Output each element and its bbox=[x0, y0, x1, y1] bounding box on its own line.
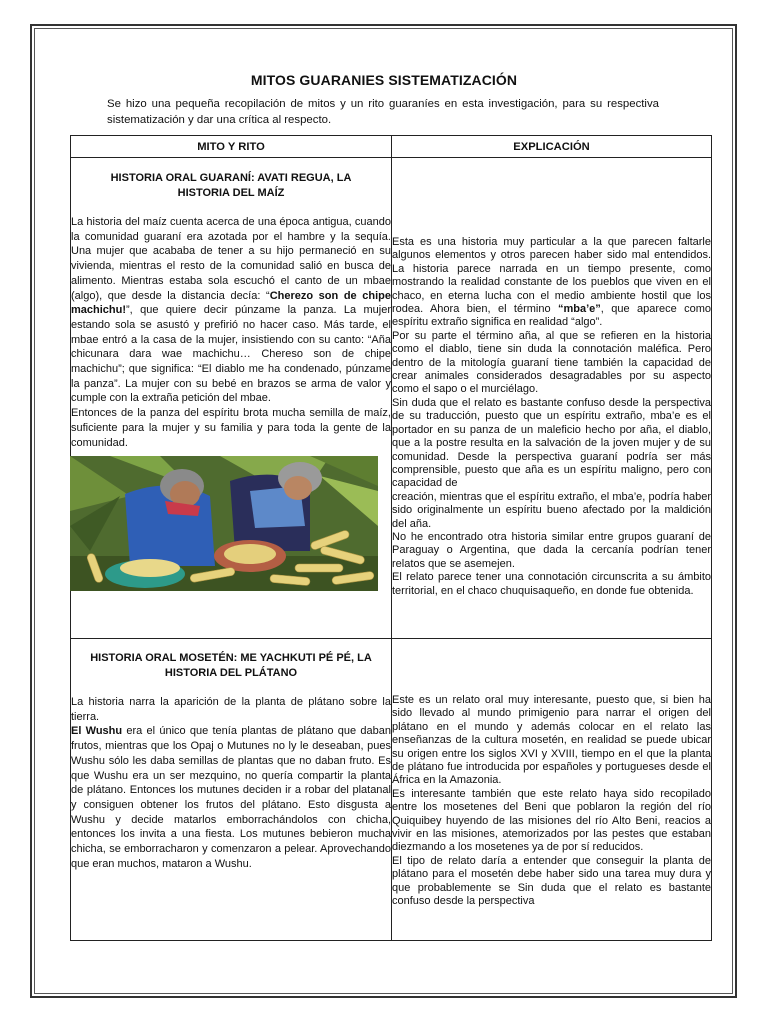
story-paragraph: El Wushu era el único que tenía plantas de plátano que daban frutos, mientras que los Opaj o Mutunes no ly le deseaban, pues Wushu sólo les daba semillas de plantas que no daban fruto. Es que Wushu era un ser mezquino, no quería compartir la planta de plátano. Entonces los mutunes deciden ir a robar del platanal y consiguen obtener los frutos del plátano. Esto disgusta a Wushu y decide matarlos emborrachándolos con chicha, entonces los invita a una fiesta. Los mutunes bebieron mucha chicha, se emborracharon y comenzaron a pelear. Aprovechando que eran muchos, mataron a Wushu. bbox=[71, 725, 391, 870]
story-paragraph: La historia del maíz cuenta acerca de una época antigua, cuando la comunidad guaraní era azotada por el hambre y la sequía. Una mujer que acababa de tener a su hijo permaneció en su vivienda, mientras el resto de la comunidad salió en busca de alimento. Mientras estaba sola escuchó el canto de un mbae (algo), que desde la distancia decía: “Cherezo son de chipe machichu!”, que quiere decir púnzame la panza. La mujer estando sola se asustó y prefirió no hacer caso. Más tarde, el mbae entró a la casa de la mujer, insistiendo con su canto: “Aña chicunara dara wae machichu… Chereso son de chipe machichu”; que significa: “El diablo me ha condenado, púnzame la panza”. La mujer con su bebé en brazos se arma de valor y cumple con la extraña petición del mbae. bbox=[71, 216, 391, 405]
story-quote: Cherezo son de chipe machichu! bbox=[71, 289, 391, 317]
table-row bbox=[71, 158, 712, 639]
explanation-paragraph: El relato parece tener una connotación circunscrita a su ámbito territorial, en el chaco chuquisaqueño, en donde fue obtenida. bbox=[392, 571, 711, 597]
story-cell bbox=[71, 639, 392, 941]
document-title: MITOS GUARANIES SISTEMATIZACIÓN bbox=[250, 72, 518, 88]
explanation-paragraph: El tipo de relato daría a entender que conseguir la planta de plátano para el mosetén debe haber sido una tarea muy dura y que probablemente se Sin duda que el relato es bastante confuso desde la perspectiva bbox=[392, 854, 711, 908]
table-row bbox=[71, 639, 712, 941]
explanation-cell bbox=[392, 639, 712, 941]
explanation-text bbox=[392, 236, 711, 598]
explanation-paragraph: Este es un relato oral muy interesante, puesto que, si bien ha sido llevado al mundo primigenio para narrar el origen del plátano en el mundo y además colocar en el relato las enseñanzas de la cultura mosetén, en realidad se puede ubicar su origen entre los siglos XVI y XVIII, tiempo en el que la planta de plátano fue introducida por españoles y portugueses desde el África en la Amazonia. bbox=[392, 694, 711, 787]
term-mbae: “mba’e” bbox=[557, 303, 601, 316]
header-mito-y-rito: MITO Y RITO bbox=[71, 136, 392, 158]
explanation-paragraph: Esta es una historia muy particular a la que parecen faltarle algunos elementos y otros parecen haber sido mal entendidos. La historia parece narrada en un tiempo presente, como mostrando la realidad constante de los pueblos que viven en el chaco, en eterna lucha con el medio ambiente hostil que los rodea. Ahora bien, el término “mba’e”, que aparece como espíritu extraño significa en realidad “algo”. bbox=[392, 236, 712, 329]
story-paragraph: La historia narra la aparición de la planta de plátano sobre la tierra. bbox=[71, 696, 391, 723]
explanation-paragraph: Por su parte el término aña, al que se refieren en la historia como el diablo, tiene sin duda la connotación maléfica. Pero dentro de la mitología guaraní tiene también la capacidad de crear animales considerados desagradables por su aspecto como el sapo o el murciélago. bbox=[392, 329, 711, 396]
story-title: HISTORIA ORAL MOSETÉN: ME YACHKUTI PÉ PÉ, LA HISTORIA DEL PLÁTANO bbox=[90, 652, 372, 679]
explanation-cell bbox=[392, 158, 712, 639]
intro-paragraph: Se hizo una pequeña recopilación de mitos y un rito guaraníes en esta investigación, para su respectiva sistematización y dar una crítica al respecto. bbox=[107, 98, 659, 126]
term-wushu: El Wushu bbox=[71, 725, 123, 738]
story-title: HISTORIA ORAL GUARANÍ: AVATI REGUA, LA HISTORIA DEL MAÍZ bbox=[110, 172, 352, 199]
story-paragraph: Entonces de la panza del espíritu brota mucha semilla de maíz, suficiente para la mujer y su familia y para toda la gente de la comunidad. bbox=[71, 407, 391, 449]
explanation-text bbox=[392, 694, 711, 909]
header-explicacion: EXPLICACIÓN bbox=[392, 136, 712, 158]
corn-photo bbox=[70, 456, 378, 591]
table-header-row bbox=[71, 136, 712, 158]
story-text bbox=[71, 215, 391, 450]
story-text bbox=[71, 695, 391, 871]
explanation-paragraph: Es interesante también que este relato haya sido recopilado entre los mosetenes del Beni que poblaron la región del río Quiquibey huyendo de las misiones del río Alto Beni, reacios a vivir en las misiones, atemorizados por las pestes que estaban diezmando a los mosetenes ya de por sí reducidos. bbox=[392, 787, 711, 854]
explanation-paragraph: creación, mientras que el espíritu extraño, el mba’e, podría haber sido originalmente un espíritu bueno afectado por la maldición del aña. bbox=[392, 490, 711, 530]
myths-table bbox=[70, 135, 712, 941]
story-cell bbox=[71, 158, 392, 639]
explanation-paragraph: No he encontrado otra historia similar entre grupos guaraní de Paraguay o Argentina, que dada la cercanía podrían tener relatos que se asemejen. bbox=[392, 530, 711, 570]
explanation-paragraph: Sin duda que el relato es bastante confuso desde la perspectiva de su traducción, puesto que un espíritu extraño, mba’e es el portador en su panza de un maleficio hecho por aña, el diablo, que a la postre resulta en la salvación de la joven mujer y de su comunidad. Desde la perspectiva guaraní podría ser más comprensible, puesto que aña es un espíritu maligno, pero con capacidad de bbox=[392, 396, 711, 490]
